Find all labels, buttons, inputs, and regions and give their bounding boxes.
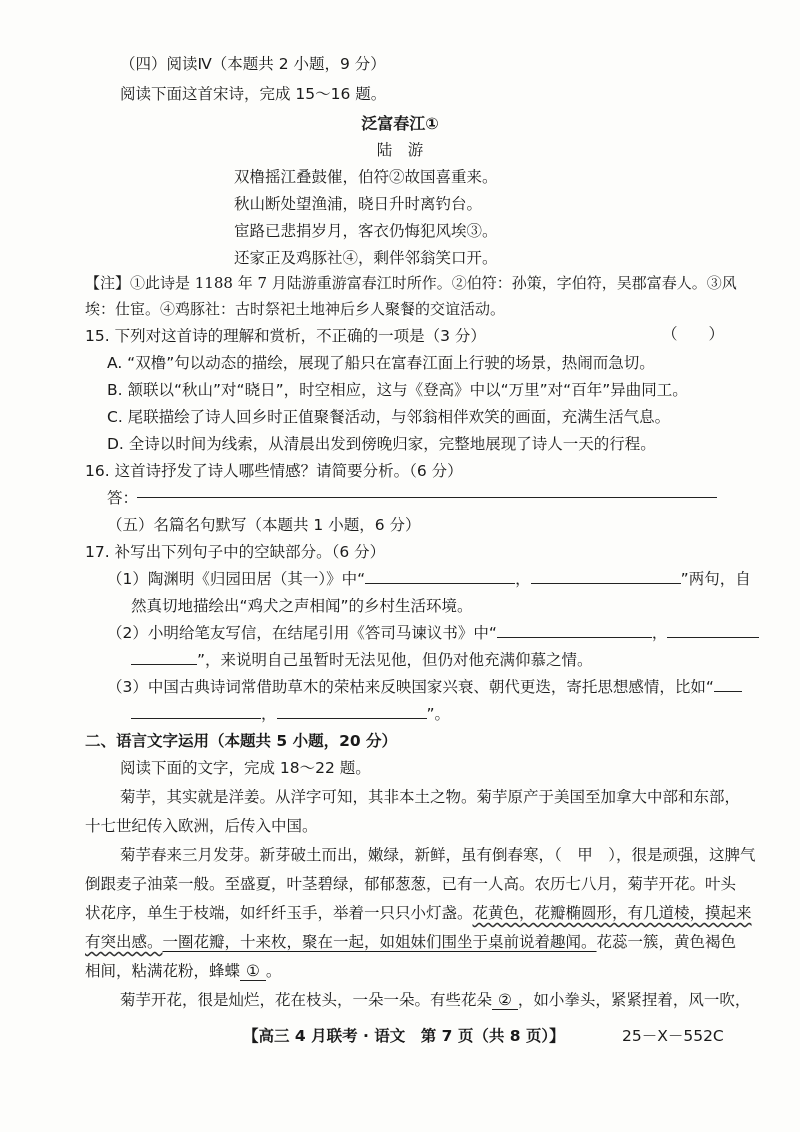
blank-marker-1[interactable]: ① — [240, 962, 266, 981]
exam-code: 25－X－552C — [622, 1027, 724, 1045]
passage-line: 菊芋春来三月发芽。新芽破土而出，嫩绿，新鲜，虽有倒春寒，（ 甲 ），很是顽强，这脾气 — [120, 846, 756, 864]
passage-line — [85, 930, 736, 952]
fill-blank[interactable] — [714, 675, 742, 692]
q17-text: ， — [515, 570, 531, 588]
q17-text: ”，来说明自己虽暂时无法见他，但仍对他充满仰慕之情。 — [197, 651, 593, 669]
fill-blank[interactable] — [365, 567, 515, 584]
q17-item-3 — [107, 675, 742, 697]
part-instruction: 阅读下面的文字，完成 18～22 题。 — [120, 759, 371, 777]
passage-line — [85, 959, 281, 981]
option-b[interactable]: B. 颔联以“秋山”对“晓日”，时空相应，这与《登高》中以“万里”对“百年”异曲同工。 — [107, 381, 688, 399]
page-footer: 【高三 4 月联考 · 语文 第 7 页（共 8 页）】 — [243, 1027, 565, 1045]
section-instruction: 阅读下面这首宋诗，完成 15～16 题。 — [120, 85, 387, 103]
poem-line: 宦路已悲捐岁月，客衣仍悔犯风埃③。 — [234, 222, 498, 240]
passage-text: ，如小拳头，紧紧捏着，风一吹， — [517, 991, 751, 1009]
q17-item-2-cont — [131, 648, 593, 670]
q17-text: ， — [261, 705, 277, 723]
question-16-stem: 16. 这首诗抒发了诗人哪些情感？请简要分析。（6 分） — [85, 462, 463, 480]
wavy-underlined-text: 花黄色，花瓣椭圆形，有几道棱，摸起来 — [472, 904, 752, 922]
passage-line — [85, 901, 752, 923]
poem-note: 【注】①此诗是 1188 年 7 月陆游重游富春江时所作。②伯符：孙策，字伯符，吴郡富春人。③风 — [85, 274, 737, 292]
q17-item-2 — [107, 621, 759, 643]
fill-blank[interactable] — [277, 702, 427, 719]
answer-bracket[interactable]: （ ） — [662, 325, 725, 343]
question-15-stem: 15. 下列对这首诗的理解和赏析，不正确的一项是（3 分） — [85, 327, 486, 345]
q17-text: （3）中国古典诗词常借助草木的荣枯来反映国家兴衰、朝代更迭，寄托思想感情，比如“ — [107, 678, 714, 696]
poem-note: 埃：仕宦。④鸡豚社：古时祭祀土地神后乡人聚餐的交谊活动。 — [85, 300, 506, 318]
section-heading: （四）阅读Ⅳ（本题共 2 小题，9 分） — [120, 55, 386, 73]
poem-line: 秋山断处望渔浦，晓日升时离钓台。 — [234, 195, 483, 213]
poem-title: 泛富春江① — [361, 114, 439, 133]
q17-item-1 — [107, 567, 751, 589]
q17-text: 然真切地描绘出“鸡犬之声相闻”的乡村生活环境。 — [131, 597, 473, 615]
q17-text: （1）陶渊明《归园田居（其一）》中“ — [107, 570, 366, 588]
passage-text: 菊芋开花，很是灿烂，花在枝头，一朵一朵。有些花朵 — [120, 991, 493, 1009]
passage-line: 倒跟麦子油菜一般。至盛夏，叶茎碧绿，郁郁葱葱，已有一人高。农历七八月，菊芋开花。叶头 — [85, 875, 737, 893]
passage-text: 花蕊一簇，黄色褐色 — [596, 933, 737, 951]
fill-blank[interactable] — [497, 621, 652, 638]
fill-blank[interactable] — [667, 621, 759, 638]
q17-text: ， — [651, 624, 668, 642]
passage-line: 十七世纪传入欧洲，后传入中国。 — [85, 817, 318, 835]
q17-text: ”两句，自 — [680, 570, 751, 588]
poem-line: 双橹摇江叠鼓催，伯符②故国喜重来。 — [234, 168, 498, 186]
underlined-text: 一圈花瓣，十来枚，聚在一起，如姐妹们围坐于桌前说着趣闻。 — [162, 933, 597, 951]
answer-label: 答： — [107, 489, 139, 507]
section-heading: （五）名篇名句默写（本题共 1 小题，6 分） — [107, 516, 421, 534]
option-d[interactable]: D. 全诗以时间为线索，从清晨出发到傍晚归家，完整地展现了诗人一天的行程。 — [107, 435, 656, 453]
question-17-stem: 17. 补写出下列句子中的空缺部分。（6 分） — [85, 543, 386, 561]
fill-blank[interactable] — [531, 567, 681, 584]
fill-blank[interactable] — [131, 648, 197, 665]
answer-line[interactable] — [137, 497, 717, 498]
option-a[interactable]: A. “双橹”句以动态的描绘，展现了船只在富春江面上行驶的场景，热闹而急切。 — [107, 354, 655, 372]
poem-author: 陆 游 — [376, 141, 424, 159]
passage-line: 菊芋，其实就是洋姜。从洋字可知，其非本土之物。菊芋原产于美国至加拿大中部和东部， — [120, 788, 741, 806]
q17-item-3-cont — [131, 702, 450, 724]
passage-text: 相间，粘满花粉，蜂蝶 — [85, 962, 241, 980]
passage-text: 状花序，单生于枝端，如纤纤玉手，举着一只只小灯盏。 — [85, 904, 473, 922]
fill-blank[interactable] — [131, 702, 261, 719]
q17-text: ”。 — [426, 705, 451, 723]
passage-line — [120, 988, 750, 1010]
q17-text: （2）小明给笔友写信，在结尾引用《答司马谏议书》中“ — [107, 624, 497, 642]
blank-marker-2[interactable]: ② — [492, 991, 518, 1010]
poem-line: 还家正及鸡豚社④，剩伴邻翁笑口开。 — [234, 249, 498, 267]
option-c[interactable]: C. 尾联描绘了诗人回乡时正值聚餐活动，与邻翁相伴欢笑的画面，充满生活气息。 — [107, 408, 671, 426]
passage-text: 。 — [265, 962, 282, 980]
part-heading: 二、语言文字运用（本题共 5 小题，20 分） — [85, 732, 398, 750]
wavy-underlined-text: 有突出感。 — [85, 933, 163, 951]
